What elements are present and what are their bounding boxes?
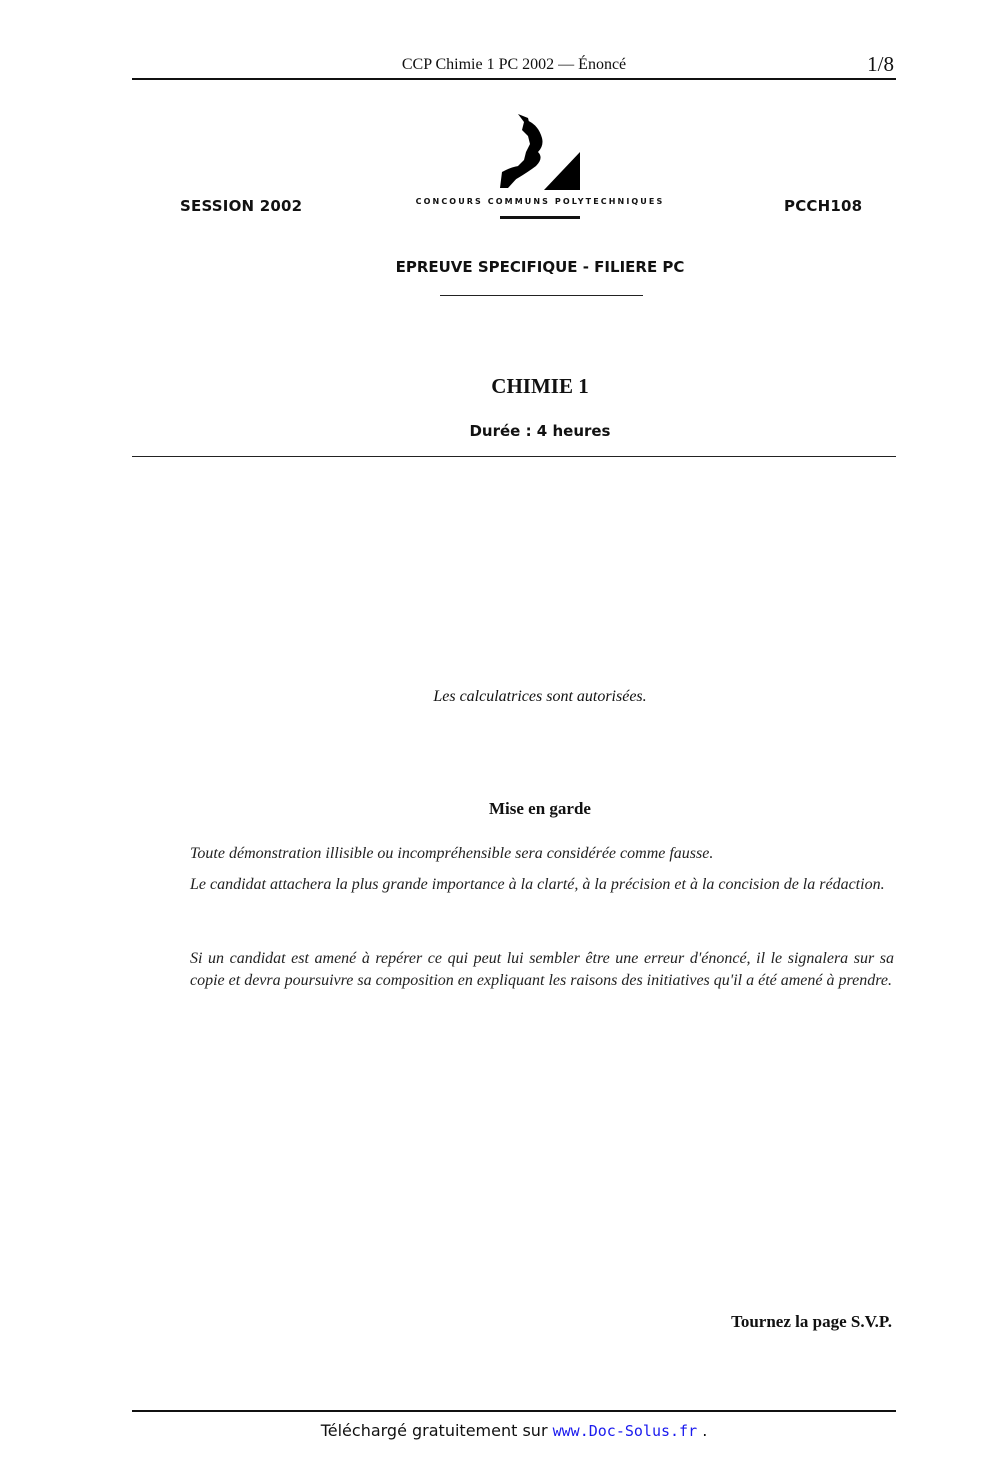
warning-paragraph: Toute démonstration illisible ou incompréhensible sera considérée comme fausse. (190, 845, 714, 862)
duration: Durée : 4 heures (469, 422, 611, 440)
ccp-logo-icon (498, 112, 582, 194)
epreuve-title: EPREUVE SPECIFIQUE - FILIERE PC (395, 258, 685, 276)
footer-divider (132, 1410, 896, 1412)
logo-underline (500, 216, 580, 219)
footer (132, 1421, 896, 1440)
warning-title: Mise en garde (489, 799, 591, 818)
footer-prefix: Téléchargé gratuitement sur (320, 1421, 548, 1440)
warning-paragraph: Le candidat attachera la plus grande importance à la clarté, à la précision et à la concision de la rédaction. (190, 876, 885, 893)
session-label: SESSION 2002 (180, 197, 303, 215)
exam-code: PCCH108 (784, 197, 863, 215)
doc-solus-link[interactable]: www.Doc-Solus.fr (552, 1422, 698, 1440)
divider (132, 456, 896, 457)
running-title: CCP Chimie 1 PC 2002 — Énoncé (401, 56, 627, 73)
logo-text: CONCOURS COMMUNS POLYTECHNIQUES (415, 197, 665, 206)
running-header (132, 52, 896, 80)
turn-page-note: Tournez la page S.V.P. (731, 1312, 892, 1331)
calculator-note: Les calculatrices sont autorisées. (433, 688, 647, 705)
footer-suffix: . (702, 1421, 708, 1440)
page-number: 1/8 (867, 52, 894, 76)
warning-paragraph: Si un candidat est amené à repérer ce qui peut lui sembler être une erreur d'énoncé, il le signalera sur sa copie et devra poursuivre sa composition en expliquant les raisons des initiatives qu'il a été amené à prendre. (190, 950, 894, 989)
subject-title: CHIMIE 1 (491, 374, 589, 398)
divider (440, 295, 643, 296)
